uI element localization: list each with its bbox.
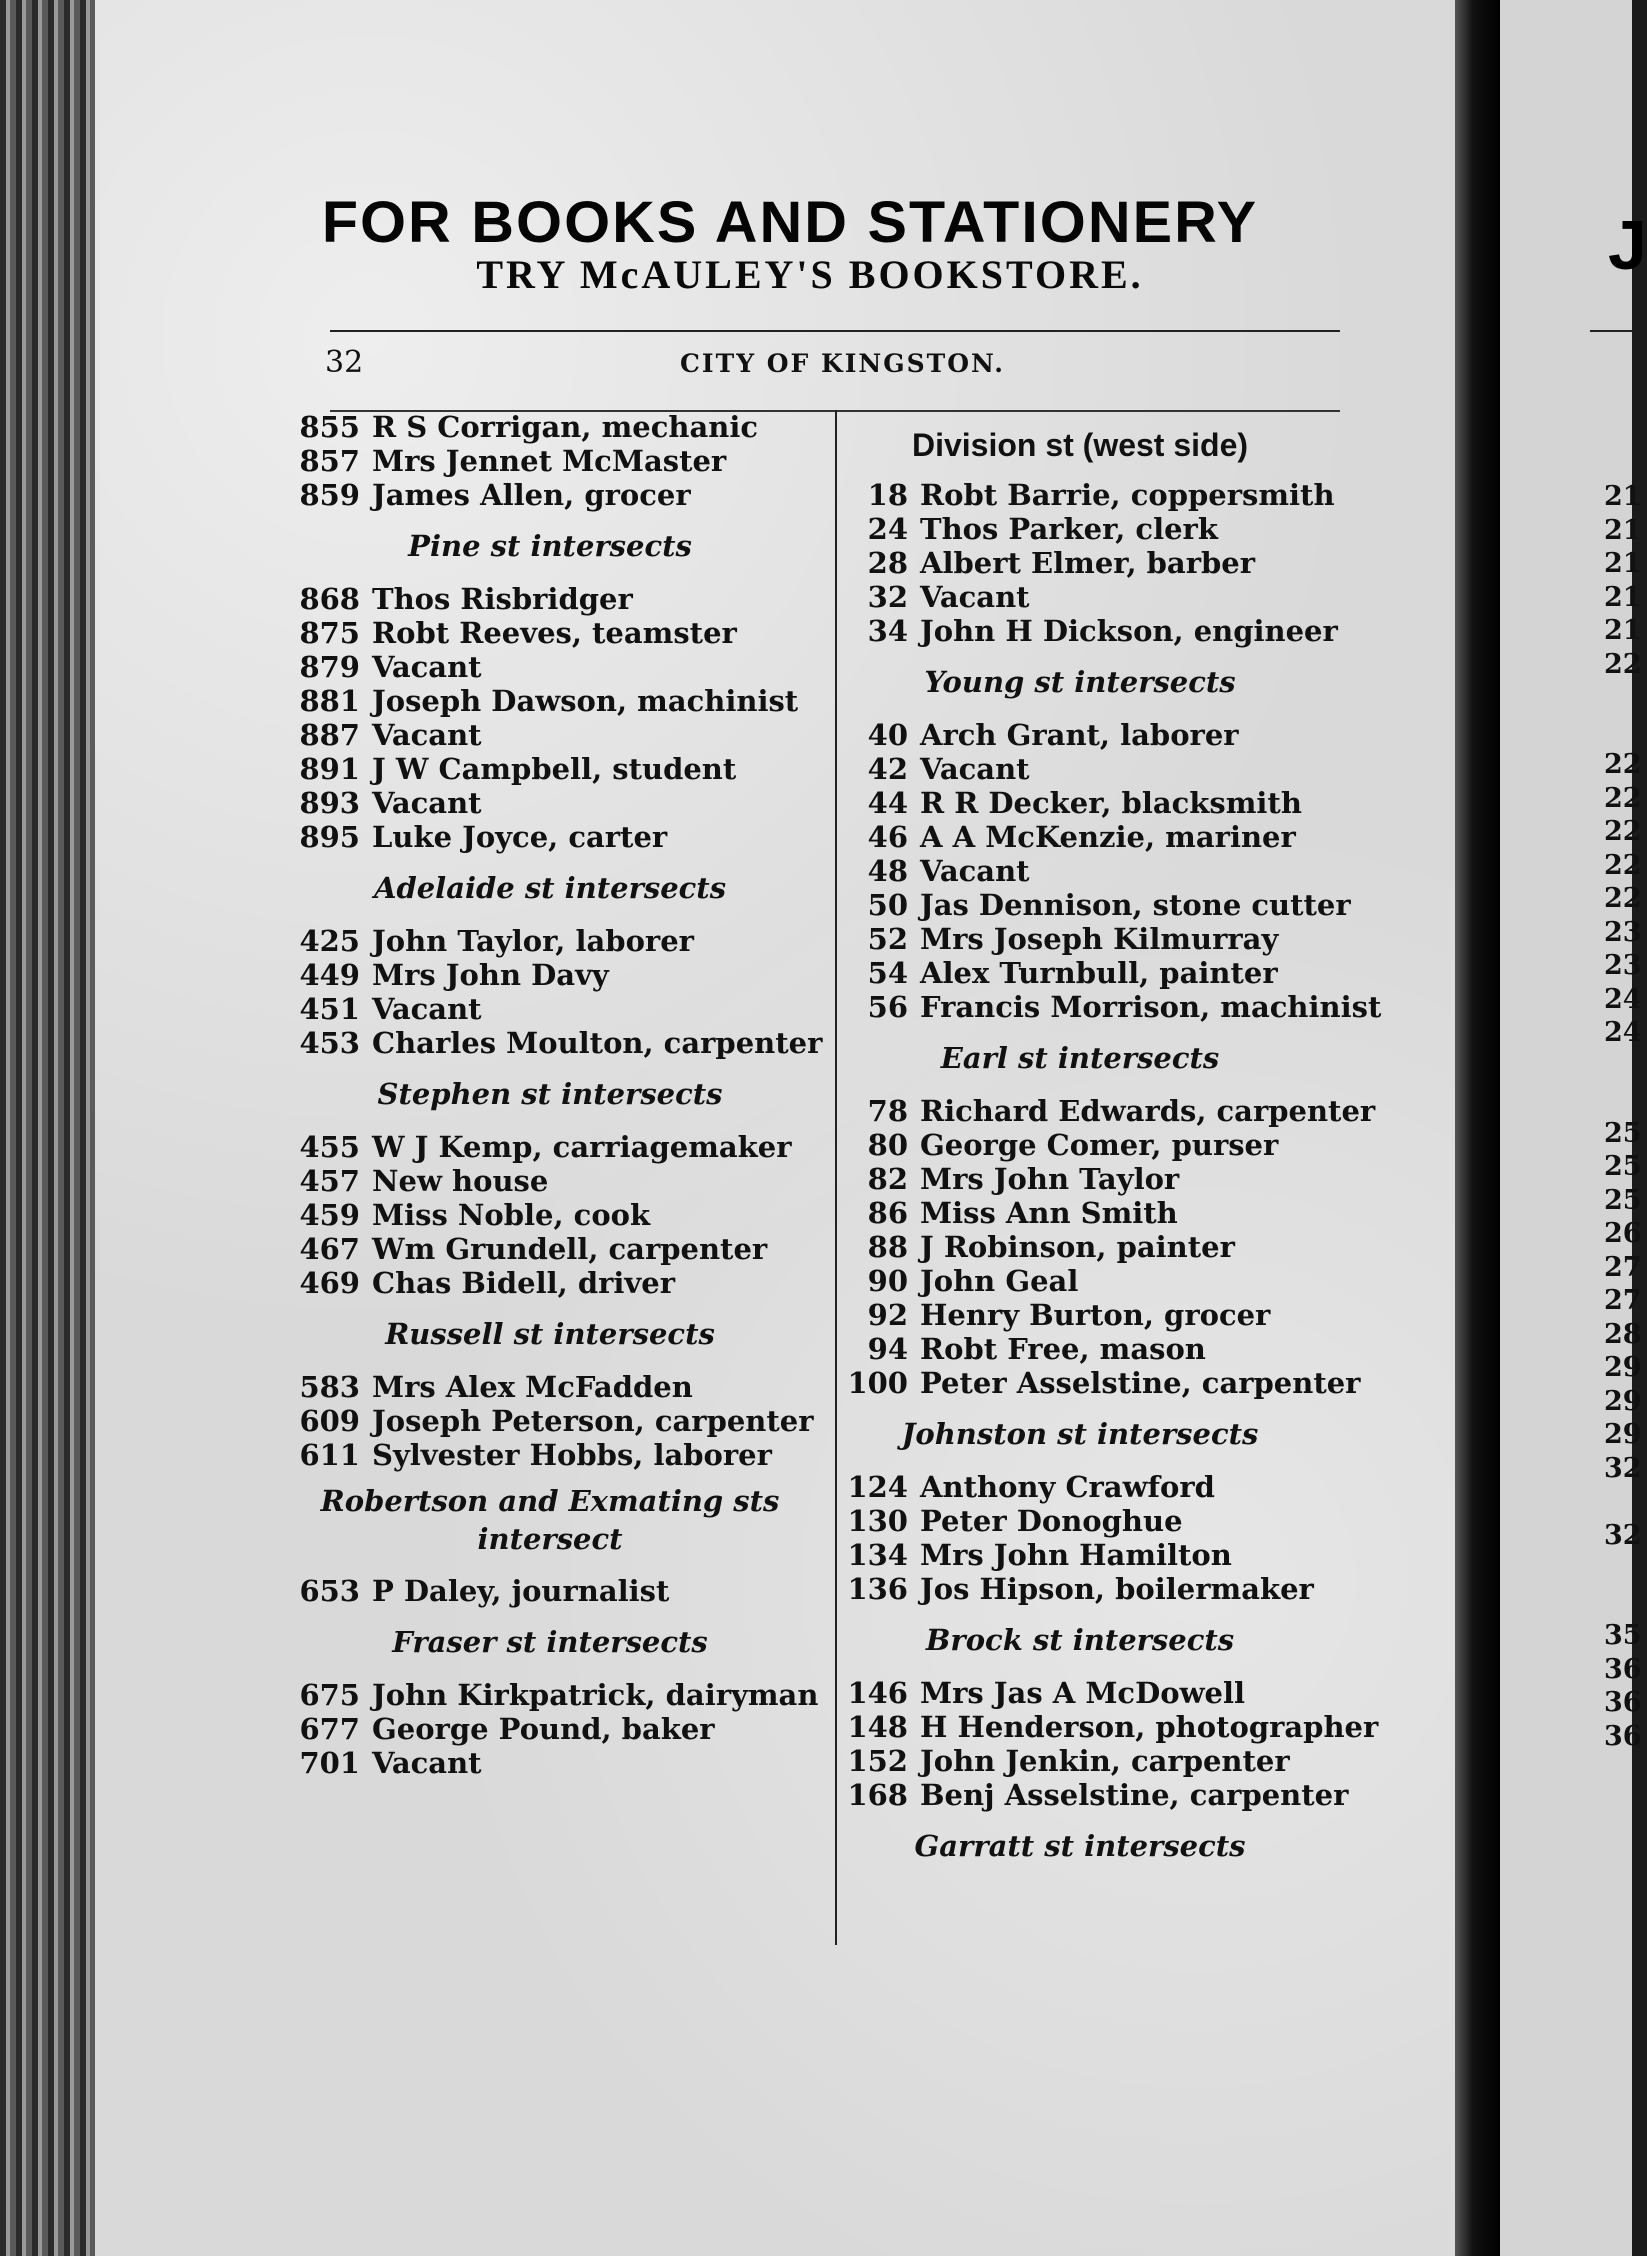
ad-subline: TRY McAULEY'S BOOKSTORE.: [476, 252, 1144, 297]
house-number: 653: [299, 1574, 360, 1608]
resident-name: Miss Ann Smith: [920, 1196, 1178, 1230]
house-number: 148: [847, 1710, 908, 1744]
house-number: 893: [299, 786, 360, 820]
adjacent-page-number: [1604, 1552, 1642, 1586]
adjacent-page-number: 21: [1604, 481, 1642, 512]
adjacent-page-number: 22: [1604, 816, 1642, 847]
directory-entry: [290, 1746, 810, 1780]
house-number: 136: [847, 1572, 908, 1606]
house-number: 675: [299, 1678, 360, 1712]
directory-entry: [290, 1164, 810, 1198]
directory-entry: [290, 1198, 810, 1232]
intersection-heading: Russell st intersects: [385, 1317, 715, 1351]
resident-name: Jos Hipson, boilermaker: [920, 1572, 1314, 1606]
resident-name: Vacant: [372, 1746, 482, 1780]
resident-name: Mrs Alex McFadden: [372, 1370, 693, 1404]
directory-entry: [820, 1128, 1340, 1162]
directory-entry: [290, 718, 810, 752]
house-number: 28: [867, 546, 908, 580]
resident-name: Mrs Jennet McMaster: [372, 444, 727, 478]
house-number: 44: [867, 786, 908, 820]
house-number: 32: [867, 580, 908, 614]
adjacent-page-number: 26: [1604, 1218, 1642, 1249]
directory-entry: [820, 1470, 1340, 1504]
intersection-heading: Johnston st intersects: [901, 1417, 1259, 1451]
directory-entry: [820, 1538, 1340, 1572]
resident-name: Alex Turnbull, painter: [920, 956, 1278, 990]
directory-entry: [290, 410, 810, 444]
resident-name: Vacant: [920, 752, 1030, 786]
adjacent-page-number: 22: [1604, 849, 1642, 881]
resident-name: Peter Asselstine, carpenter: [920, 1366, 1361, 1400]
resident-name: Peter Donoghue: [920, 1504, 1183, 1538]
directory-entry: [820, 1504, 1340, 1538]
house-number: 677: [299, 1712, 360, 1746]
directory-entry: [290, 958, 810, 992]
house-number: 130: [847, 1504, 908, 1538]
resident-name: Vacant: [372, 650, 482, 684]
directory-entry: [820, 752, 1340, 786]
adjacent-page-number: 25: [1604, 1117, 1642, 1149]
right-column: [820, 420, 1382, 1882]
resident-name: New house: [372, 1164, 549, 1198]
directory-entry: [820, 1710, 1379, 1744]
adjacent-page-number: 36: [1604, 1653, 1642, 1685]
intersection-heading: Fraser st intersects: [392, 1625, 708, 1659]
resident-name: A A McKenzie, mariner: [920, 820, 1296, 854]
adjacent-page-number: 27: [1604, 1285, 1642, 1316]
adjacent-page-number: [1604, 1485, 1642, 1519]
resident-name: Robt Barrie, coppersmith: [920, 478, 1335, 512]
directory-entry: [820, 956, 1340, 990]
resident-name: George Comer, purser: [920, 1128, 1279, 1162]
directory-entry: [820, 1572, 1340, 1606]
house-number: 453: [299, 1026, 360, 1060]
house-number: 40: [867, 718, 908, 752]
header-rule-top: [330, 330, 1340, 332]
resident-name: John Geal: [920, 1264, 1079, 1298]
house-number: 887: [299, 718, 360, 752]
directory-entry: [290, 1678, 819, 1712]
directory-entry: [290, 478, 810, 512]
adjacent-page-rule: [1590, 330, 1632, 332]
directory-entry: [290, 582, 810, 616]
house-number: 611: [299, 1438, 360, 1472]
resident-name: Wm Grundell, carpenter: [372, 1232, 768, 1266]
adjacent-page-number: 29: [1604, 1352, 1642, 1383]
adjacent-page-number: 21: [1604, 514, 1642, 546]
adjacent-page-numbers: [1604, 480, 1642, 1753]
directory-entry: [820, 1094, 1376, 1128]
resident-name: Francis Morrison, machinist: [920, 990, 1382, 1024]
directory-entry: [820, 1264, 1340, 1298]
resident-name: John Jenkin, carpenter: [920, 1744, 1290, 1778]
resident-name: R S Corrigan, mechanic: [372, 410, 759, 444]
book-gutter: [1455, 0, 1500, 2256]
adjacent-page-number: 21: [1604, 581, 1642, 613]
directory-entry: [820, 1196, 1340, 1230]
directory-entry: [290, 1438, 810, 1472]
adjacent-page-number: [1604, 681, 1642, 715]
adjacent-page-number: [1604, 1586, 1642, 1620]
directory-entry: [290, 1026, 823, 1060]
adjacent-page-number: 27: [1604, 1251, 1642, 1283]
resident-name: John Taylor, laborer: [372, 924, 694, 958]
house-number: 469: [299, 1266, 360, 1300]
directory-entry: [820, 922, 1340, 956]
directory-entry: [290, 1232, 810, 1266]
adjacent-page-number: 23: [1604, 916, 1642, 948]
house-number: 701: [299, 1746, 360, 1780]
running-head: [320, 345, 1340, 385]
directory-entry: [820, 1230, 1340, 1264]
adjacent-page-number: 22: [1604, 782, 1642, 814]
house-number: 80: [867, 1128, 908, 1162]
house-number: 168: [847, 1778, 908, 1812]
resident-name: Joseph Dawson, machinist: [372, 684, 799, 718]
resident-name: Anthony Crawford: [920, 1470, 1215, 1504]
directory-entry: [820, 1676, 1340, 1710]
resident-name: Henry Burton, grocer: [920, 1298, 1271, 1332]
house-number: 146: [847, 1676, 908, 1710]
directory-entry: [290, 650, 810, 684]
house-number: 857: [299, 444, 360, 478]
resident-name: Mrs Joseph Kilmurray: [920, 922, 1279, 956]
adjacent-page-number: 21: [1604, 548, 1642, 579]
resident-name: George Pound, baker: [372, 1712, 715, 1746]
house-number: 24: [867, 512, 908, 546]
directory-entry: [820, 888, 1351, 922]
house-number: 48: [867, 854, 908, 888]
resident-name: Robt Free, mason: [920, 1332, 1206, 1366]
right-column-blocks: [820, 478, 1382, 1870]
directory-entry: [820, 1162, 1340, 1196]
adjacent-page-number: [1604, 1050, 1642, 1084]
resident-name: Chas Bidell, driver: [372, 1266, 676, 1300]
resident-name: R R Decker, blacksmith: [920, 786, 1302, 820]
intersection-heading: Brock st intersects: [925, 1623, 1235, 1657]
resident-name: John Kirkpatrick, dairyman: [372, 1678, 819, 1712]
directory-entry: [290, 820, 810, 854]
house-number: 457: [299, 1164, 360, 1198]
directory-entry: [820, 512, 1340, 546]
resident-name: Richard Edwards, carpenter: [920, 1094, 1376, 1128]
resident-name: James Allen, grocer: [372, 478, 691, 512]
directory-entry: [820, 718, 1340, 752]
resident-name: Charles Moulton, carpenter: [372, 1026, 823, 1060]
directory-entry: [290, 1712, 810, 1746]
adjacent-page-number: 35: [1604, 1620, 1642, 1651]
house-number: 879: [299, 650, 360, 684]
adjacent-page-number: 22: [1604, 749, 1642, 780]
directory-entry: [290, 924, 810, 958]
house-number: 18: [867, 478, 908, 512]
house-number: 583: [299, 1370, 360, 1404]
house-number: 124: [847, 1470, 908, 1504]
house-number: 609: [299, 1404, 360, 1438]
intersection-heading: Young st intersects: [924, 665, 1236, 699]
resident-name: W J Kemp, carriagemaker: [372, 1130, 792, 1164]
resident-name: J Robinson, painter: [920, 1230, 1235, 1264]
directory-entry: [820, 786, 1340, 820]
resident-name: Mrs Jas A McDowell: [920, 1676, 1246, 1710]
directory-entry: [290, 992, 810, 1026]
house-number: 52: [867, 922, 908, 956]
left-column: [290, 410, 823, 1780]
directory-entry: [820, 478, 1340, 512]
resident-name: Vacant: [372, 718, 482, 752]
house-number: 449: [299, 958, 360, 992]
resident-name: Joseph Peterson, carpenter: [372, 1404, 814, 1438]
resident-name: Thos Parker, clerk: [920, 512, 1218, 546]
directory-entry: [820, 820, 1340, 854]
house-number: 459: [299, 1198, 360, 1232]
resident-name: Miss Noble, cook: [372, 1198, 651, 1232]
adjacent-page-number: 28: [1604, 1318, 1642, 1350]
directory-entry: [820, 854, 1340, 888]
house-number: 868: [299, 582, 360, 616]
directory-entry: [290, 684, 810, 718]
house-number: 54: [867, 956, 908, 990]
resident-name: Sylvester Hobbs, laborer: [372, 1438, 772, 1472]
intersection-heading: Adelaide st intersects: [373, 871, 727, 905]
adjacent-page-number: 29: [1604, 1385, 1642, 1417]
directory-entry: [820, 1298, 1340, 1332]
adjacent-page-number: 25: [1604, 1184, 1642, 1216]
directory-entry: [820, 1366, 1361, 1400]
resident-name: Mrs John Taylor: [920, 1162, 1180, 1196]
directory-entry: [820, 546, 1340, 580]
house-number: 455: [299, 1130, 360, 1164]
house-number: 46: [867, 820, 908, 854]
house-number: 94: [867, 1332, 908, 1366]
house-number: 425: [299, 924, 360, 958]
directory-entry: [290, 1130, 810, 1164]
house-number: 451: [299, 992, 360, 1026]
house-number: 467: [299, 1232, 360, 1266]
resident-name: H Henderson, photographer: [920, 1710, 1379, 1744]
house-number: 88: [867, 1230, 908, 1264]
street-title: Division st (west side): [911, 427, 1249, 463]
resident-name: Vacant: [372, 992, 482, 1026]
house-number: 895: [299, 820, 360, 854]
resident-name: Vacant: [372, 786, 482, 820]
resident-name: Mrs John Davy: [372, 958, 609, 992]
directory-entry: [290, 616, 810, 650]
intersection-heading: Stephen st intersects: [377, 1077, 723, 1111]
resident-name: Albert Elmer, barber: [920, 546, 1255, 580]
directory-entry: [290, 1266, 810, 1300]
directory-entry: [290, 752, 810, 786]
intersection-heading: Robertson and Exmating sts intersect: [320, 1484, 780, 1556]
resident-name: John H Dickson, engineer: [920, 614, 1338, 648]
adjacent-page-number: 24: [1604, 1017, 1642, 1048]
page-title: CITY OF KINGSTON.: [680, 349, 1005, 378]
house-number: 86: [867, 1196, 908, 1230]
house-number: 152: [847, 1744, 908, 1778]
directory-entry: [290, 1370, 810, 1404]
adjacent-page-number: 36: [1604, 1720, 1642, 1752]
resident-name: Robt Reeves, teamster: [372, 616, 737, 650]
house-number: 92: [867, 1298, 908, 1332]
house-number: 90: [867, 1264, 908, 1298]
house-number: 859: [299, 478, 360, 512]
directory-entry: [820, 1744, 1340, 1778]
intersection-heading: Pine st intersects: [408, 529, 692, 563]
adjacent-page-number: 32: [1604, 1452, 1642, 1484]
adjacent-page-number: 23: [1604, 950, 1642, 981]
intersection-heading: Garratt st intersects: [914, 1829, 1246, 1863]
adjacent-page-number: 21: [1604, 615, 1642, 646]
resident-name: Benj Asselstine, carpenter: [920, 1778, 1349, 1812]
house-number: 50: [867, 888, 908, 922]
directory-entry: [290, 786, 810, 820]
house-number: 34: [867, 614, 908, 648]
adjacent-page-number: 22: [1604, 883, 1642, 914]
house-number: 134: [847, 1538, 908, 1572]
adjacent-page-number: 36: [1604, 1687, 1642, 1718]
directory-entry: [290, 444, 810, 478]
house-number: 875: [299, 616, 360, 650]
directory-entry: [290, 1574, 810, 1608]
directory-entry: [820, 1332, 1340, 1366]
ad-headline: FOR BOOKS AND STATIONERY: [321, 190, 1259, 255]
resident-name: J W Campbell, student: [372, 752, 737, 786]
page-number: 32: [325, 345, 364, 380]
directory-entry: [290, 1404, 814, 1438]
directory-entry: [820, 580, 1340, 614]
adjacent-page-number: 32: [1604, 1519, 1642, 1551]
resident-name: Jas Dennison, stone cutter: [920, 888, 1351, 922]
resident-name: Mrs John Hamilton: [920, 1538, 1232, 1572]
resident-name: Vacant: [920, 854, 1030, 888]
resident-name: Thos Risbridger: [372, 582, 633, 616]
adjacent-page-fragment: [1500, 0, 1647, 2256]
adjacent-page-number: 24: [1604, 983, 1642, 1015]
resident-name: Luke Joyce, carter: [372, 820, 668, 854]
resident-name: Vacant: [920, 580, 1030, 614]
directory-entry: [820, 614, 1340, 648]
resident-name: P Daley, journalist: [372, 1574, 670, 1608]
directory-entry: [820, 990, 1382, 1024]
house-number: 42: [867, 752, 908, 786]
house-number: 82: [867, 1162, 908, 1196]
house-number: 891: [299, 752, 360, 786]
scan-binding-edge: [0, 0, 95, 2256]
advertisement-header: [230, 190, 1350, 298]
adjacent-page-letter: J: [1608, 206, 1647, 284]
house-number: 56: [867, 990, 908, 1024]
house-number: 78: [867, 1094, 908, 1128]
house-number: 881: [299, 684, 360, 718]
house-number: 100: [847, 1366, 908, 1400]
adjacent-page-number: [1604, 1083, 1642, 1117]
resident-name: Arch Grant, laborer: [920, 718, 1239, 752]
adjacent-page-number: 29: [1604, 1419, 1642, 1450]
adjacent-page-number: 25: [1604, 1151, 1642, 1182]
house-number: 855: [299, 410, 360, 444]
adjacent-page-number: 22: [1604, 648, 1642, 680]
directory-entry: [820, 1778, 1349, 1812]
adjacent-page-number: [1604, 715, 1642, 749]
intersection-heading: Earl st intersects: [940, 1041, 1220, 1075]
